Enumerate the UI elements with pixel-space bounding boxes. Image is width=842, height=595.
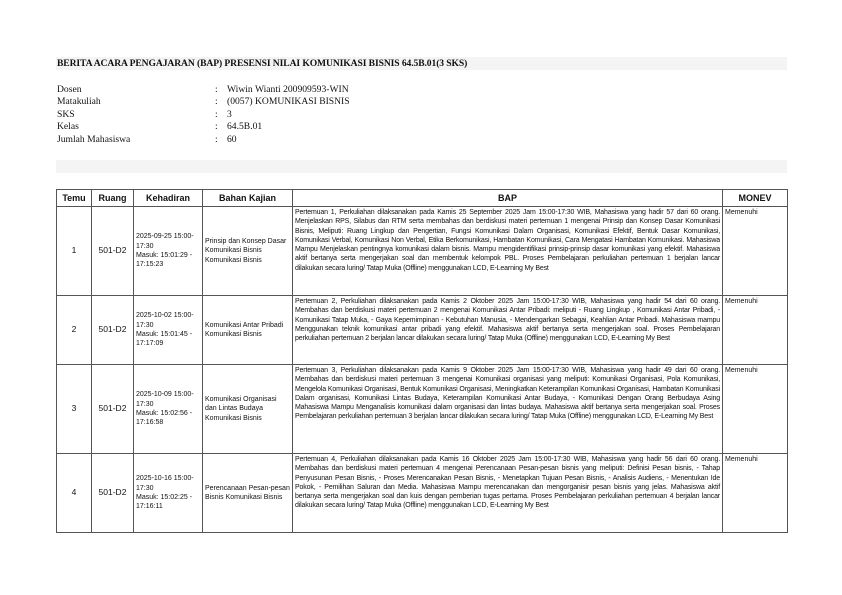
header-temu: Temu — [57, 190, 92, 207]
info-colon: : — [215, 84, 218, 95]
kehadiran-masuk: Masuk: 15:02:25 - — [136, 494, 193, 501]
cell-monev: Memenuhi — [723, 454, 788, 533]
kehadiran-keluar: 17:17:09 — [136, 340, 164, 348]
table-row — [57, 296, 788, 365]
info-colon: : — [215, 108, 218, 120]
table-header-row — [57, 190, 788, 207]
cell-kehadiran — [134, 296, 203, 365]
cell-ruang: 501-D2 — [92, 296, 134, 365]
cell-bahan-kajian: Komunikasi Organisasi dan Lintas Budaya Komunikasi Bisnis — [203, 365, 293, 454]
kehadiran-jadwal: 2025-10-02 15:00- — [136, 312, 194, 320]
cell-bahan-kajian: Komunikasi Antar Pribadi Komunikasi Bisnis — [203, 296, 293, 365]
info-colon: : — [215, 133, 218, 145]
cell-ruang: 501-D2 — [92, 454, 134, 533]
info-value: Wiwin Wianti 200909593-WIN — [227, 84, 349, 95]
kehadiran-jadwal-end: 17:30 — [136, 242, 154, 250]
info-label: Dosen — [57, 84, 82, 95]
cell-bap: Pertemuan 2, Perkuliahan dilaksanakan pada Kamis 2 Oktober 2025 Jam 15:00-17:30 WIB, Mahasiswa yang hadir 54 dari 60 orang. Membahas dan berdiskusi materi pertemuan 2 mengenai Komunikasi Antar Pribadi: meliputi - Ruang Lingkup , Komunikasi Antar Pribadi, - Komunikasi Tatap Muka, - Gaya Kepemimpinan - Kebutuhan Manusia, - Mendengarkan Sebagai, Keahlian Antar Pribadi. Mahasiswa mampu Menggunakan teknik komunikasi antar pribadi yang efektif. Mahasiswa aktif bertanya serta mengerjakan soal. Proses Pembelajaran perkuliahan pertemuan 2 berjalan lancar dilakukan secara luring/ Tatap Muka (Offline) menggunakan LCD, E-Learning My Best — [293, 296, 723, 365]
cell-bahan-kajian: Prinsip dan Konsep Dasar Komunikasi Bisnis Komunikasi Bisnis — [203, 207, 293, 296]
kehadiran-masuk: Masuk: 15:02:56 - — [136, 410, 193, 417]
info-value: 64.5B.01 — [227, 121, 263, 133]
kehadiran-keluar: 17:16:58 — [136, 419, 164, 427]
header-bahan-kajian: Bahan Kajian — [203, 190, 293, 207]
kehadiran-keluar: 17:15:23 — [136, 261, 164, 269]
info-value: (0057) KOMUNIKASI BISNIS — [227, 96, 350, 108]
cell-monev: Memenuhi — [723, 296, 788, 365]
kehadiran-masuk: Masuk: 15:01:29 - — [136, 252, 193, 259]
info-label: Kelas — [57, 121, 79, 133]
info-colon: : — [215, 96, 218, 108]
cell-kehadiran — [134, 365, 203, 454]
kehadiran-masuk: Masuk: 15:01:45 - — [136, 331, 193, 338]
cell-kehadiran — [134, 207, 203, 296]
info-colon: : — [215, 121, 218, 133]
cell-ruang: 501-D2 — [92, 365, 134, 454]
info-value: 3 — [227, 108, 232, 120]
kehadiran-jadwal-end: 17:30 — [136, 484, 154, 492]
header-kehadiran: Kehadiran — [134, 190, 203, 207]
cell-bahan-kajian: Perencanaan Pesan-pesan Bisnis Komunikasi Bisnis — [203, 454, 293, 533]
info-label: Jumlah Mahasiswa — [57, 133, 131, 145]
kehadiran-keluar: 17:16:11 — [136, 503, 163, 511]
info-value: 60 — [227, 133, 237, 145]
header-monev: MONEV — [723, 190, 788, 207]
kehadiran-jadwal-end: 17:30 — [136, 400, 154, 408]
cell-temu: 4 — [57, 454, 92, 533]
info-label: SKS — [57, 108, 75, 120]
cell-temu: 3 — [57, 365, 92, 454]
table-row — [57, 207, 788, 296]
cell-temu: 2 — [57, 296, 92, 365]
kehadiran-jadwal: 2025-10-09 15:00- — [136, 391, 194, 399]
kehadiran-jadwal: 2025-10-16 15:00- — [136, 475, 194, 483]
cell-ruang: 501-D2 — [92, 207, 134, 296]
cell-monev: Memenuhi — [723, 207, 788, 296]
kehadiran-jadwal: 2025-09-25 15:00- — [136, 233, 194, 241]
table-row — [57, 454, 788, 533]
info-label: Matakuliah — [57, 96, 101, 108]
cell-monev: Memenuhi — [723, 365, 788, 454]
cell-bap: Pertemuan 3, Perkuliahan dilaksanakan pada Kamis 9 Oktober 2025 Jam 15:00-17:30 WIB, Mahasiswa yang hadir 49 dari 60 orang. Membahas dan berdiskusi materi pertemuan 3 mengenai Komunikasi organisasi yang meliputi: Komunikasi Organisasi, Pola Komunikasi, Mengelola Komunikasi Organisasi, Bentuk Komunikasi Organisasi, Meningkatkan Keterampilan Komunikasi Organisasi, Hambatan Komunikasi Dalam organisasi, Komunikasi Lintas Budaya, Keterampilan Komunikasi Antar Budaya, - Komunikasi Dengan Orang Berbudaya Asing Mahasiswa Mampu Menganalisis komunikasi dalam organisasi dan lintas budaya. Mahasiswa aktif bertanya serta mengerjakan soal. Proses Pembelajaran perkuliahan pertemuan 3 berjalan lancar dilakukan secara luring/ Tatap Muka (Offline) menggunakan LCD, E-Learning My Best — [293, 365, 723, 454]
page-title: BERITA ACARA PENGAJARAN (BAP) PRESENSI NILAI KOMUNIKASI BISNIS 64.5B.01(3 SKS) — [57, 58, 468, 69]
kehadiran-jadwal-end: 17:30 — [136, 321, 154, 329]
cell-temu: 1 — [57, 207, 92, 296]
bap-table — [56, 189, 788, 533]
header-bap: BAP — [293, 190, 723, 207]
cell-kehadiran — [134, 454, 203, 533]
header-ruang: Ruang — [92, 190, 134, 207]
cell-bap: Pertemuan 4, Perkuliahan dilaksanakan pada Kamis 16 Oktober 2025 Jam 15:00-17:30 WIB, Mahasiswa yang hadir 56 dari 60 orang. Membahas dan berdiskusi materi pertemuan 4 mengenai Perencanaan Pesan-pesan bisnis yang meliputi: Definisi Pesan bisnis, - Tahap Penyusunan Pesan Bisnis, - Proses Merencanakan Pesan Bisnis, - Menetapkan Tujuan Pesan Bisnis, - Analisis Audiens, - Menentukan Ide Pokok, - Pemilihan Saluran dan Media. Mahasiswa Mampu merencanakan dan mengorganisir pesan bisnis yang jelas. Mahasiswa aktif bertanya serta mengerjakan soal dan kuis dengan pemberian tugas pertama. Proses Pembelajaran perkuliahan pertemuan 4 berjalan lancar dilakukan secara luring/ Tatap Muka (Offline) menggunakan LCD, E-Learning My Best — [293, 454, 723, 533]
table-row — [57, 365, 788, 454]
cell-bap: Pertemuan 1, Perkuliahan dilaksanakan pada Kamis 25 September 2025 Jam 15:00-17:30 WIB, Mahasiswa yang hadir 57 dari 60 orang. Menjelaskan RPS, Silabus dan RTM serta membahas dan berdiskusi materi pertemuan 1 mengenai Prinsip dan Konsep Dasar Komunikasi Bisnis, Meliputi: Ruang Lingkup dan Pengertian, Fungsi Komunikasi Dalam Organisasi, Komunikasi Efektif, Bentuk Dasar Komunikasi, Komunikasi Verbal, Komunikasi Non Verbal, Etika Berkomunikasi, Hambatan Komunikasi, Cara Mengatasi Hambatan Komunikasi. Mahasiswa Mampu Menjelaskan pentingnya komunikasi dalam bisnis. Mampu mengidentifikasi prinsip-prinsip dasar komunikasi yang efektif. Mahasiswa aktif bertanya serta mengerjakan soal dan membentuk kelompok PBL. Proses Pembelajaran perkuliahan pertemuan 1 berjalan lancar dilakukan secara luring/ Tatap Muka (Offline) menggunakan LCD, E-Learning My Best — [293, 207, 723, 296]
section-bar — [56, 160, 787, 173]
